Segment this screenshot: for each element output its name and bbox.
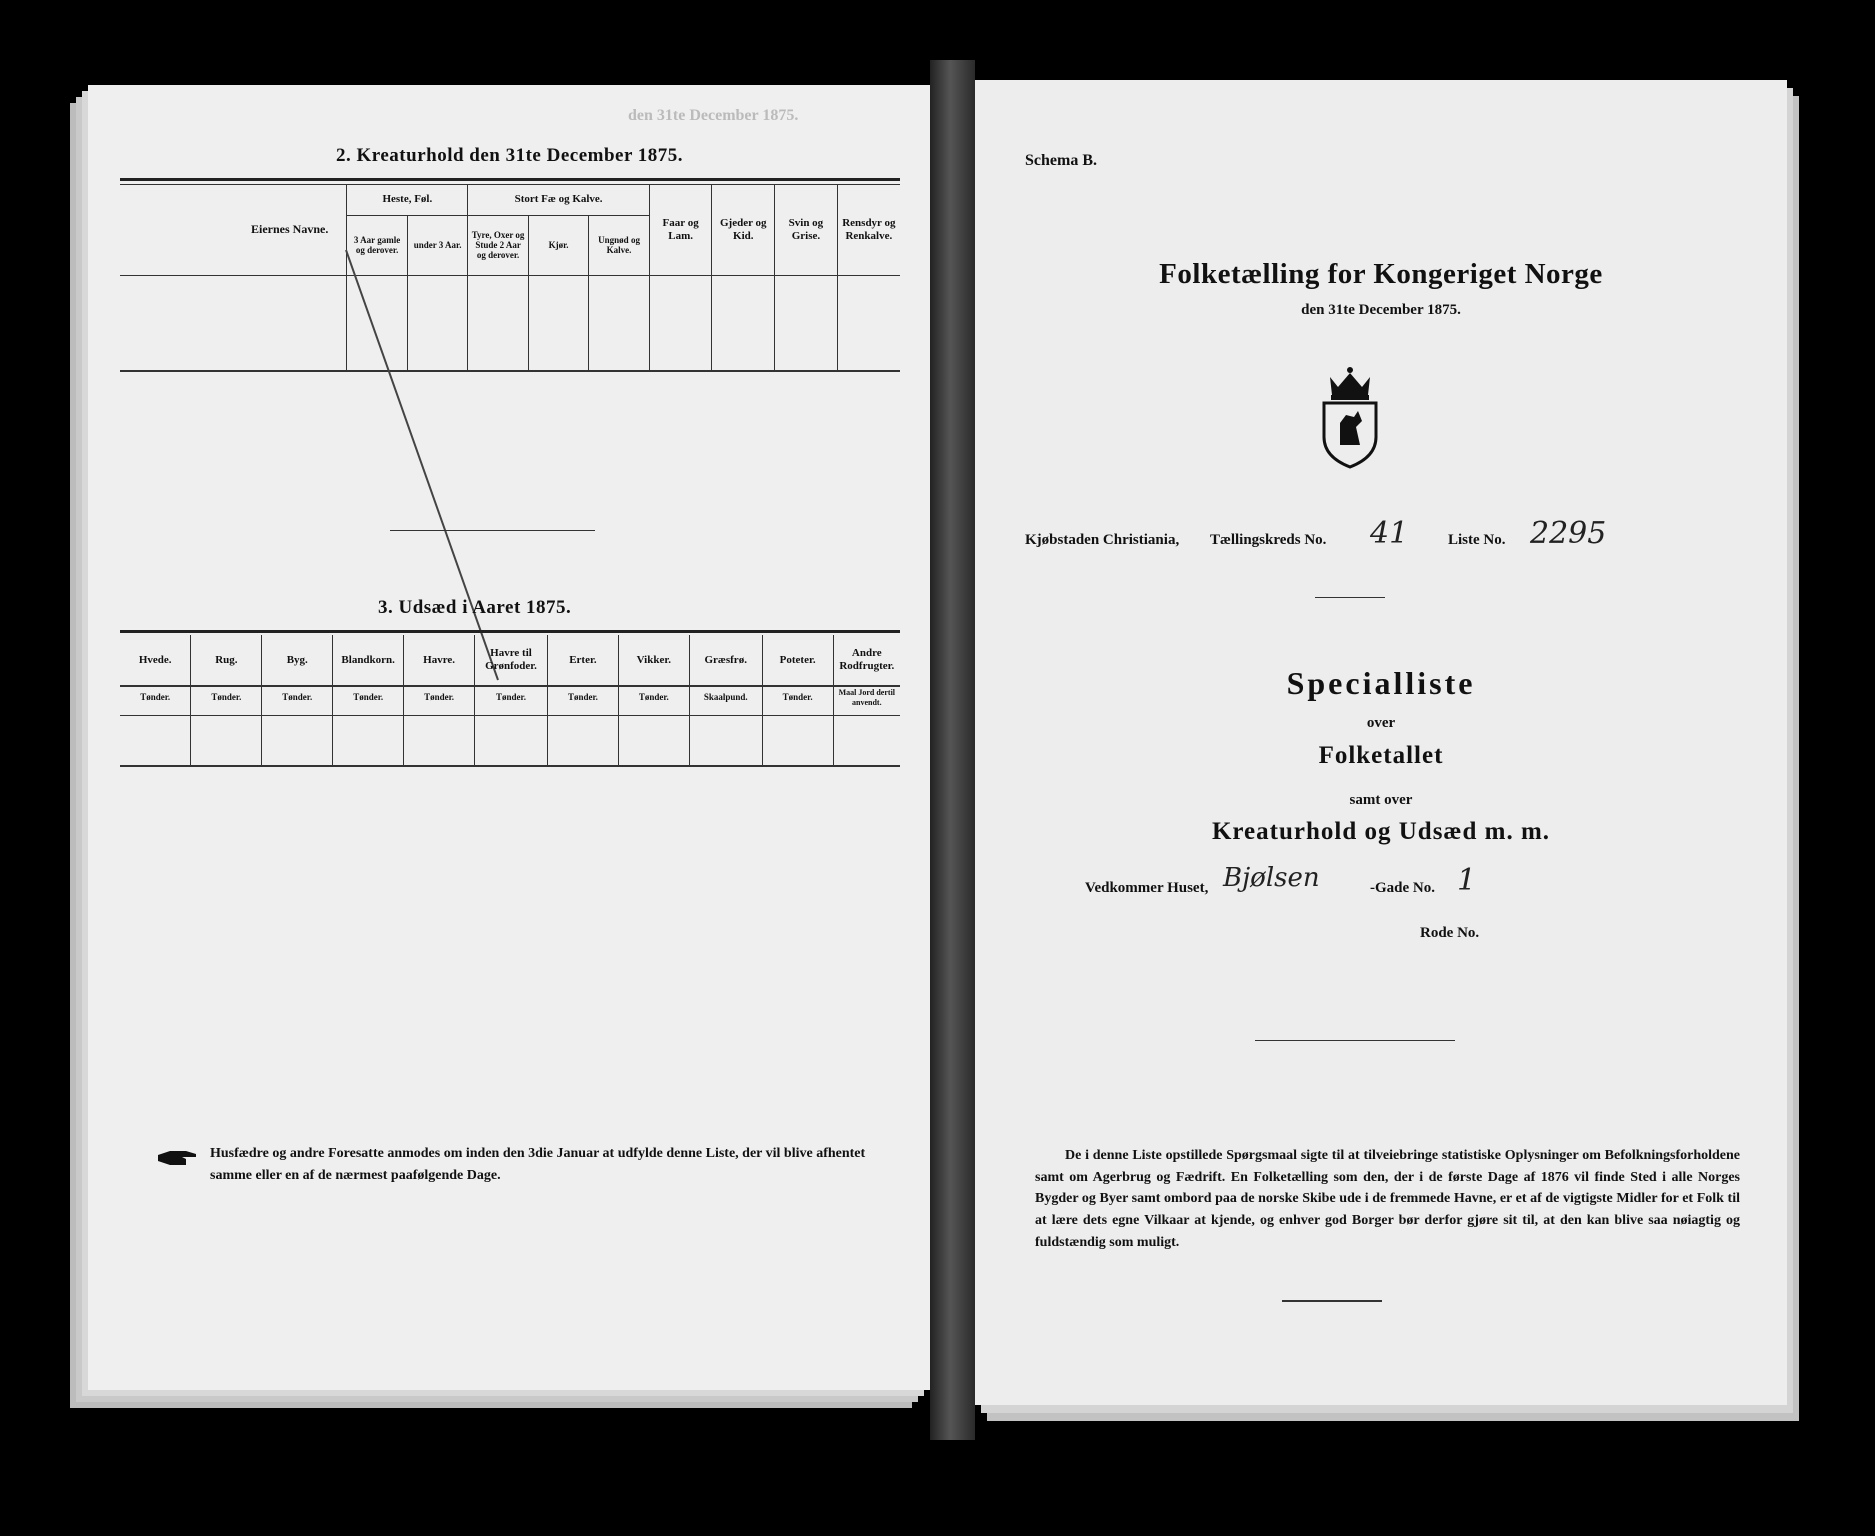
census-title: Folketælling for Kongeriget Norge [1159, 258, 1603, 290]
right-page [975, 80, 1787, 1405]
census-date: den 31te December 1875. [1301, 302, 1461, 318]
list-label: Liste No. [1448, 532, 1506, 548]
cattle-young-header: Ungnød og Kalve. [589, 215, 650, 275]
left-page [88, 85, 930, 1390]
house-label: Vedkommer Huset, [1085, 880, 1209, 896]
peas-header: Erter. [547, 635, 618, 685]
folketallet-text: Folketallet [1318, 742, 1444, 769]
unit-label: Tønder. [762, 685, 833, 710]
rode-label: Rode No. [1420, 925, 1480, 941]
sheep-header: Faar og Lam. [649, 185, 712, 275]
list-value: 2295 [1530, 516, 1607, 551]
unit-label: Maal Jord dertil anvendt. [833, 685, 900, 710]
barley-header: Byg. [262, 635, 333, 685]
street-value: 1 [1457, 863, 1477, 898]
samt-over-text: samt over [1349, 792, 1413, 808]
district-label: Tællingskreds No. [1210, 532, 1327, 548]
unit-label: Tønder. [333, 685, 404, 710]
section3-top-rule [120, 630, 900, 633]
grass-seed-header: Græsfrø. [689, 635, 762, 685]
wheat-header: Hvede. [120, 635, 191, 685]
horses-header: Heste, Føl. [347, 185, 468, 215]
oats-header: Havre. [404, 635, 475, 685]
unit-label: Tønder. [618, 685, 689, 710]
over-text: over [1366, 715, 1396, 731]
cattle-cows-header: Kjør. [528, 215, 588, 275]
sowing-names-row [120, 635, 900, 685]
cattle-oxen-header: Tyre, Oxer og Stude 2 Aar og derover. [468, 215, 528, 275]
speciallist-title: Specialliste [1286, 665, 1476, 701]
section3-bottom-rule [120, 765, 900, 767]
unit-label: Tønder. [547, 685, 618, 710]
kreaturhold-text: Kreaturhold og Udsæd m. m. [1211, 818, 1551, 845]
unit-label: Tønder. [191, 685, 262, 710]
district-value: 41 [1370, 516, 1409, 551]
house-value: Bjølsen [1223, 863, 1320, 893]
street-label: -Gade No. [1370, 880, 1435, 896]
separator-rule [1315, 597, 1385, 598]
other-roots-header: Andre Rodfrugter. [833, 635, 900, 685]
table-row [120, 710, 191, 765]
place-label: Kjøbstaden Christiania, [1025, 532, 1180, 548]
goats-header: Gjeder og Kid. [712, 185, 775, 275]
mixed-grain-header: Blandkorn. [333, 635, 404, 685]
unit-label: Tønder. [404, 685, 475, 710]
rye-header: Rug. [191, 635, 262, 685]
unit-label: Tønder. [120, 685, 191, 710]
unit-label: Tønder. [475, 685, 548, 710]
schema-label: Schema B. [1025, 152, 1097, 169]
bleed-through-header: den 31te December 1875. [628, 107, 799, 124]
potatoes-header: Poteter. [762, 635, 833, 685]
section2-title: 2. Kreaturhold den 31te December 1875. [336, 145, 684, 166]
sowing-table [120, 635, 900, 765]
book-gutter [930, 60, 975, 1440]
notice-text: Husfædre og andre Foresatte anmodes om inden den 3die Januar at udfylde denne Liste, der vil blive afhentet samme eller en af de nærmest paafølgende Dage. [210, 1146, 866, 1183]
horses-young-header: under 3 Aar. [407, 215, 468, 275]
green-oats-header: Havre til Grønfoder. [475, 635, 548, 685]
vetch-header: Vikker. [618, 635, 689, 685]
section3-title: 3. Udsæd i Aaret 1875. [378, 597, 572, 618]
coat-of-arms-icon [1310, 365, 1390, 470]
sowing-units-row [120, 685, 900, 710]
unit-label: Tønder. [262, 685, 333, 710]
reindeer-header: Rensdyr og Renkalve. [837, 185, 900, 275]
unit-label: Skaalpund. [689, 685, 762, 710]
cattle-header: Stort Fæ og Kalve. [468, 185, 649, 215]
explanation-paragraph: De i denne Liste opstillede Spørgsmaal sigte til at tilveiebringe statistiske Oplysninger om Befolkningsforholdene samt om Agerbrug og Fædrift. En Folketælling som den, der i de første Dage af 1876 vil finde Sted i alle Norges Bygder og Byer samt ombord paa de norske Skibe ude i de fremmede Havne, er et af de vigtigste Midler for et Folk til at lære dets egne Vilkaar at kjende, og enhver god Borger bør derfor gjøre sit til, at den kan blive saa nøiagtig og fuldstændig som muligt. [1035, 1148, 1740, 1250]
horses-old-header: 3 Aar gamle og derover. [347, 215, 407, 275]
separator-rule [1255, 1040, 1455, 1041]
separator-rule [390, 530, 595, 531]
owner-header: Eiernes Navne. [120, 185, 347, 275]
end-rule [1282, 1300, 1382, 1302]
pigs-header: Svin og Grise. [775, 185, 838, 275]
pointing-hand-icon [156, 1147, 200, 1169]
